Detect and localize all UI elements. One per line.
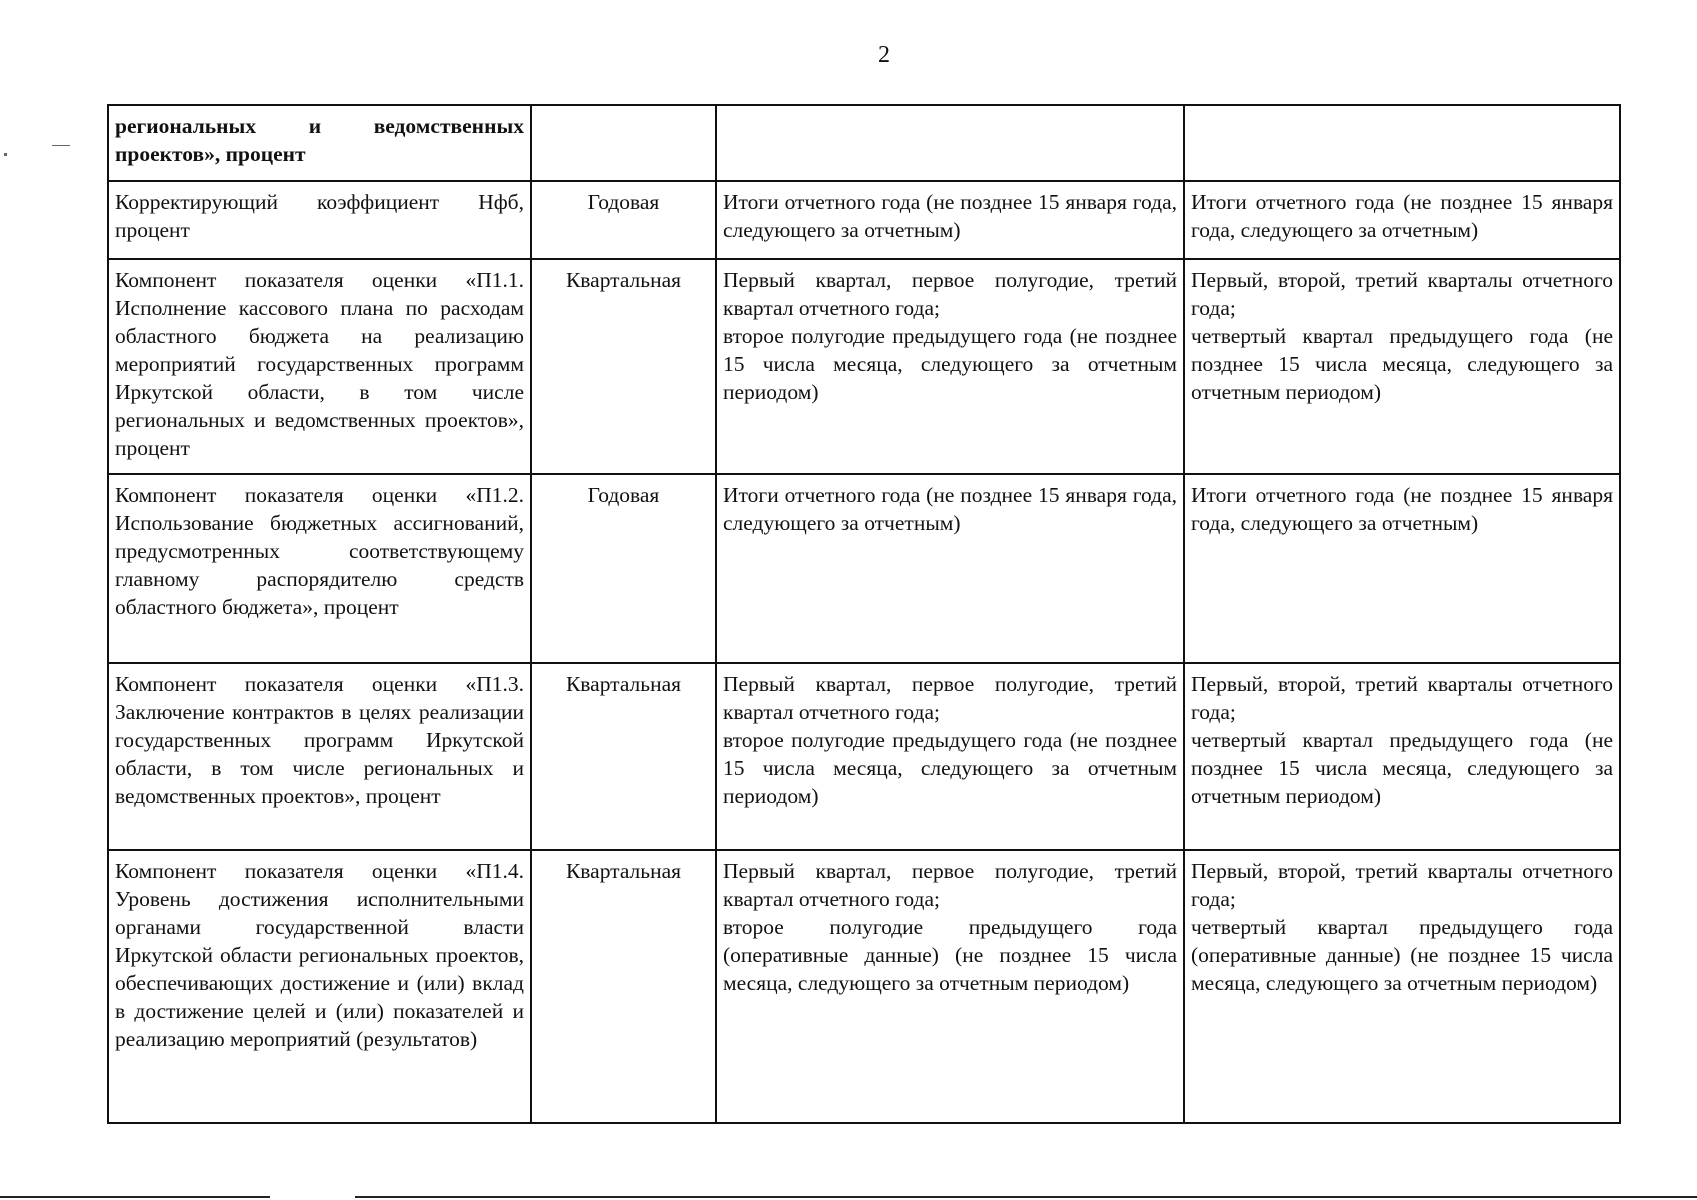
table-row — [108, 105, 1620, 181]
period-b-cell — [1184, 105, 1620, 181]
indicator-cell: Компонент показателя оценки «П1.2. Использование бюджетных ассигнований, предусмотренных соответствующему главному распорядителю средств областного бюджета», процент — [108, 474, 531, 663]
periodicity-cell: Квартальная — [531, 259, 716, 474]
period-b-cell: Итоги отчетного года (не позднее 15 января года, следующего за отчетным) — [1184, 474, 1620, 663]
periodicity-table — [107, 104, 1621, 1124]
scan-speck — [4, 153, 7, 156]
indicator-cell: региональных и ведомственных проектов», процент — [108, 105, 531, 181]
periodicity-cell: Квартальная — [531, 663, 716, 850]
indicator-cell: Компонент показателя оценки «П1.1. Исполнение кассового плана по расходам областного бюджета на реализацию мероприятий государственных программ Иркутской области, в том числе региональных и ведомственных проектов», процент — [108, 259, 531, 474]
period-b-cell: Первый, второй, третий кварталы отчетного года; четвертый квартал предыдущего года (не позднее 15 числа месяца, следующего за отчетным периодом) — [1184, 259, 1620, 474]
page-number: 2 — [878, 42, 890, 68]
indicator-cell: Компонент показателя оценки «П1.3. Заключение контрактов в целях реализации государственных программ Иркутской области, в том числе региональных и ведомственных проектов», процент — [108, 663, 531, 850]
period-b-cell: Первый, второй, третий кварталы отчетного года; четвертый квартал предыдущего года (оперативные данные) (не позднее 15 числа месяца, следующего за отчетным периодом) — [1184, 850, 1620, 1123]
period-a-cell: Первый квартал, первое полугодие, третий квартал отчетного года; второе полугодие предыдущего года (оперативные данные) (не позднее 15 числа месяца, следующего за отчетным периодом) — [716, 850, 1184, 1123]
periodicity-cell: Квартальная — [531, 850, 716, 1123]
period-a-cell: Итоги отчетного года (не позднее 15 января года, следующего за отчетным) — [716, 181, 1184, 259]
period-b-cell: Первый, второй, третий кварталы отчетного года; четвертый квартал предыдущего года (не позднее 15 числа месяца, следующего за отчетным периодом) — [1184, 663, 1620, 850]
period-a-cell: Итоги отчетного года (не позднее 15 января года, следующего за отчетным) — [716, 474, 1184, 663]
period-a-cell — [716, 105, 1184, 181]
periodicity-cell: Годовая — [531, 181, 716, 259]
table-row — [108, 259, 1620, 474]
table-row — [108, 850, 1620, 1123]
period-a-cell: Первый квартал, первое полугодие, третий квартал отчетного года; второе полугодие предыдущего года (не позднее 15 числа месяца, следующего за отчетным периодом) — [716, 259, 1184, 474]
table-row — [108, 181, 1620, 259]
indicator-cell: Компонент показателя оценки «П1.4. Уровень достижения исполнительными органами государственной власти Иркутской области региональных проектов, обеспечивающих достижение и (или) вклад в достижение целей и (или) показателей и реализацию мероприятий (результатов) — [108, 850, 531, 1123]
period-a-cell: Первый квартал, первое полугодие, третий квартал отчетного года; второе полугодие предыдущего года (не позднее 15 числа месяца, следующего за отчетным периодом) — [716, 663, 1184, 850]
table-row — [108, 663, 1620, 850]
table-row — [108, 474, 1620, 663]
periodicity-cell — [531, 105, 716, 181]
scan-edge-line — [0, 1196, 270, 1198]
periodicity-cell: Годовая — [531, 474, 716, 663]
scan-edge-line — [355, 1196, 1697, 1198]
period-b-cell: Итоги отчетного года (не позднее 15 января года, следующего за отчетным) — [1184, 181, 1620, 259]
indicator-cell: Корректирующий коэффициент Нфб, процент — [108, 181, 531, 259]
scan-speck — [52, 145, 70, 146]
